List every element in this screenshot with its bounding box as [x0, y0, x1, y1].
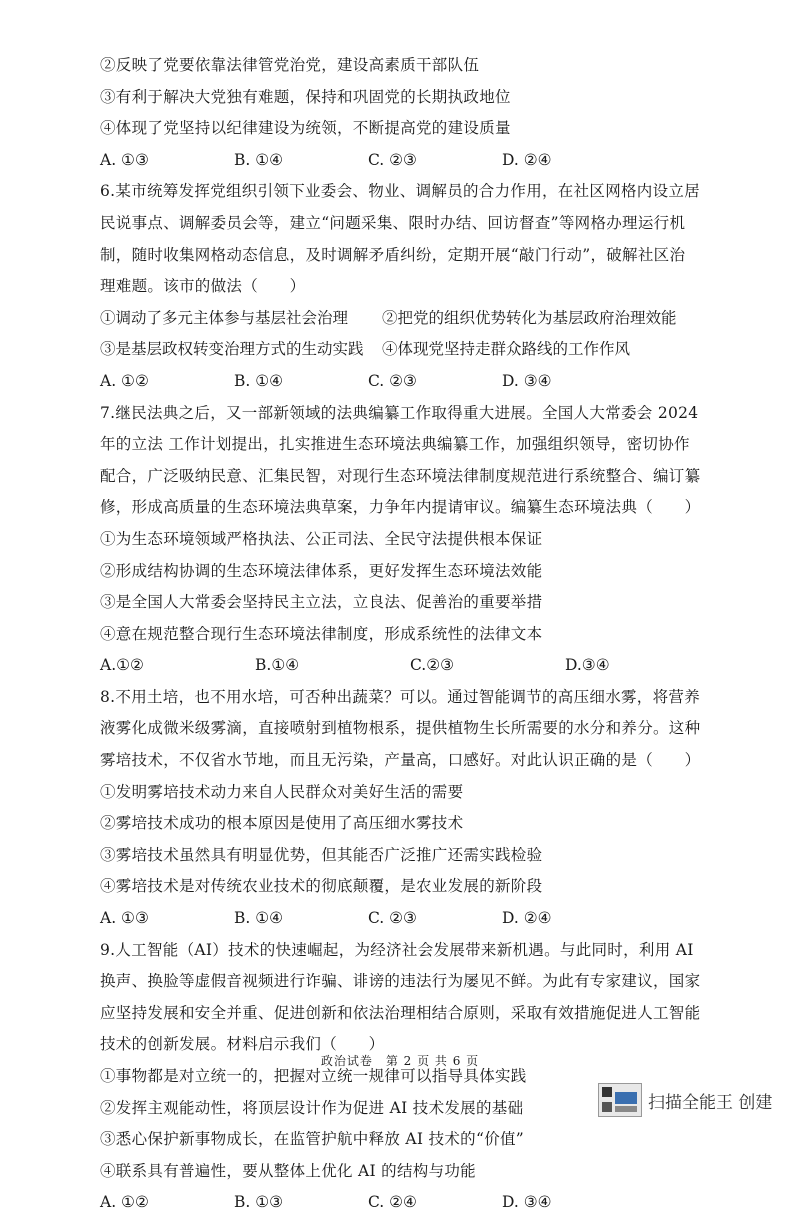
q7-option-d: D.③④ [565, 656, 610, 675]
q6-statements-row-1 [100, 303, 700, 335]
q8-option-b: B. ①④ [234, 909, 284, 928]
q9-stem-line-1: 9.人工智能（AI）技术的快速崛起，为经济社会发展带来新机遇。与此同时，利用 AI [100, 940, 694, 959]
q9-statement-2: ②发挥主观能动性，将顶层设计作为促进 AI 技术发展的基础 [100, 1098, 524, 1117]
q9-option-a: A. ①② [100, 1193, 149, 1212]
q7-stem-line-2: 年的立法 工作计划提出，扎实推进生态环境法典编纂工作，加强组织领导，密切协作 [100, 435, 690, 454]
q8-stem-line-1: 8.不用土培，也不用水培，可否种出蔬菜？可以。通过智能调节的高压细水雾，将营养 [100, 687, 700, 706]
q7-stem-line-4: 修，形成高质量的生态环境法典草案，力争年内提请审议。编纂生态环境法典（ ） [100, 498, 701, 517]
q8-stem-line-2: 液雾化成微米级雾滴，直接喷射到植物根系，提供植物生长所需要的水分和养分。这种 [100, 719, 701, 738]
q6-option-d: D. ③④ [502, 371, 552, 390]
q5-statement-3: ③有利于解决大党独有难题，保持和巩固党的长期执政地位 [100, 87, 511, 106]
q7-statement-2: ②形成结构协调的生态环境法律体系，更好发挥生态环境法效能 [100, 561, 543, 580]
q5-options [100, 145, 700, 177]
q7-option-c: C.②③ [410, 656, 455, 675]
q9-statement-3: ③悉心保护新事物成长，在监管护航中释放 AI 技术的“价值” [100, 1130, 525, 1149]
scanner-watermark [598, 1084, 772, 1116]
q5-option-d: D. ②④ [502, 150, 552, 169]
q9-statement-1: ①事物都是对立统一的，把握对立统一规律可以指导具体实践 [100, 1067, 527, 1085]
watermark-text: 扫描全能王 创建 [648, 1092, 773, 1113]
q6-statements-row-2 [100, 334, 700, 366]
q9-options [100, 1187, 700, 1219]
q6-stem-line-2: 民说事点、调解委员会等，建立“问题采集、限时办结、回访督查”等网格办理运行机 [100, 213, 686, 232]
q5-option-c: C. ②③ [368, 150, 417, 169]
q7-statement-4: ④意在规范整合现行生态环境法律制度，形成系统性的法律文本 [100, 624, 543, 643]
q9-stem-line-2: 换声、换脸等虚假音视频进行诈骗、诽谤的违法行为屡见不鲜。为此有专家建议，国家 [100, 972, 701, 991]
q8-option-c: C. ②③ [368, 909, 417, 928]
q8-option-a: A. ①③ [100, 909, 149, 928]
q9-option-b: B. ①③ [234, 1193, 284, 1212]
q9-statement-4: ④联系具有普遍性，要从整体上优化 AI 的结构与功能 [100, 1161, 476, 1180]
q5-statement-4: ④体现了党坚持以纪律建设为统领，不断提高党的建设质量 [100, 119, 511, 138]
q8-statement-4: ④雾培技术是对传统农业技术的彻底颠覆，是农业发展的新阶段 [100, 877, 543, 896]
q7-stem-line-1: 7.继民法典之后，又一部新领域的法典编纂工作取得重大进展。全国人大常委会 2024 [100, 403, 699, 422]
q7-option-a: A.①② [100, 656, 144, 675]
q6-statement-1: ①调动了多元主体参与基层社会治理 [100, 308, 349, 327]
q7-option-b: B.①④ [255, 656, 300, 675]
q9-stem-line-4: 技术的创新发展。材料启示我们（ ） [100, 1035, 385, 1054]
q6-option-c: C. ②③ [368, 371, 417, 390]
q9-option-d: D. ③④ [502, 1193, 552, 1212]
q8-statement-1: ①发明雾培技术动力来自人民群众对美好生活的需要 [100, 782, 464, 801]
q8-statement-3: ③雾培技术虽然具有明显优势，但其能否广泛推广还需实践检验 [100, 845, 543, 864]
q8-stem-line-3: 雾培技术，不仅省水节地，而且无污染，产量高，口感好。对此认识正确的是（ ） [100, 751, 701, 770]
q6-option-a: A. ①② [100, 371, 149, 390]
q6-stem-line-1: 6.某市统筹发挥党组织引领下业委会、物业、调解员的合力作用，在社区网格内设立居 [100, 182, 700, 201]
q6-statement-4: ④体现党坚持走群众路线的工作作风 [382, 340, 631, 359]
q6-option-b: B. ①④ [234, 371, 284, 390]
exam-content [100, 50, 700, 1219]
q7-stem-line-3: 配合，广泛吸纳民意、汇集民智，对现行生态环境法律制度规范进行系统整合、编订纂 [100, 466, 701, 485]
q6-options [100, 366, 700, 398]
scanner-logo-icon [598, 1083, 642, 1117]
q5-option-b: B. ①④ [234, 150, 284, 169]
q7-options [100, 650, 700, 682]
q7-statement-3: ③是全国人大常委会坚持民主立法，立良法、促善治的重要举措 [100, 593, 543, 612]
q6-stem-line-4: 理难题。该市的做法（ ） [100, 277, 306, 296]
q6-statement-3: ③是基层政权转变治理方式的生动实践 [100, 340, 364, 359]
q8-option-d: D. ②④ [502, 909, 552, 928]
q8-statement-2: ②雾培技术成功的根本原因是使用了高压细水雾技术 [100, 814, 464, 833]
q5-option-a: A. ①③ [100, 150, 149, 169]
q5-statement-2: ②反映了党要依靠法律管党治党，建设高素质干部队伍 [100, 56, 480, 74]
q6-stem-line-3: 制，随时收集网格动态信息，及时调解矛盾纠纷，定期开展“敲门行动”，破解社区治 [100, 245, 686, 264]
q9-option-c: C. ②④ [368, 1193, 417, 1212]
page-footer: 政治试卷 第 2 页 共 6 页 [320, 1054, 480, 1068]
q9-stem-line-3: 应坚持发展和安全并重、促进创新和依法治理相结合原则，采取有效措施促进人工智能 [100, 1003, 701, 1022]
q6-statement-2: ②把党的组织优势转化为基层政府治理效能 [382, 308, 677, 327]
q8-options [100, 903, 700, 935]
q7-statement-1: ①为生态环境领域严格执法、公正司法、全民守法提供根本保证 [100, 529, 543, 548]
